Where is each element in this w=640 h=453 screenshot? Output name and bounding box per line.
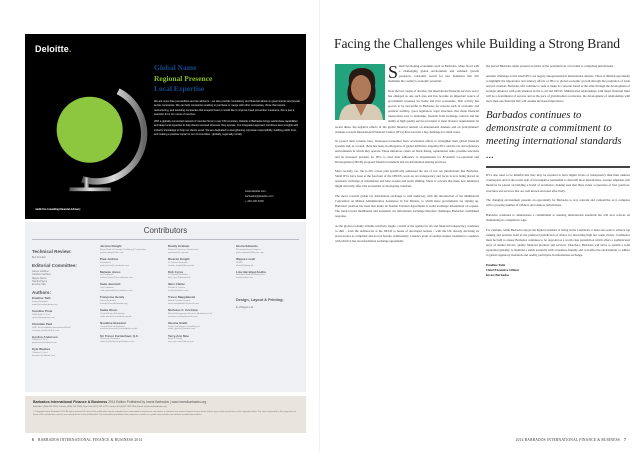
contributor-email[interactable]: sadia.olson@centralbank.org.bb xyxy=(100,315,132,318)
contributor-entry xyxy=(32,323,94,333)
contributors-title: Contributors xyxy=(143,226,188,235)
contributor-organization: Scotiabank xyxy=(100,261,111,264)
contributor-organization: Smith Compliance Consulting Inc. xyxy=(168,325,201,328)
contributor-entry xyxy=(168,283,230,293)
folio-left xyxy=(32,438,142,442)
contributor-name: Novaline Brewster xyxy=(100,320,127,325)
contributor-entry xyxy=(100,309,162,319)
contributor-entry xyxy=(32,336,94,346)
contributor-name: Jerome Dwight xyxy=(100,244,122,248)
masthead-edition: 2014 Edition Published by Invest Barbados | www.investbarbados.org xyxy=(108,400,207,404)
author-name: Emeline Taitt xyxy=(486,262,505,267)
contributor-email[interactable]: novaline.brewster@centralbank.org.bb xyxy=(100,328,138,331)
globe-base xyxy=(70,188,111,192)
contributor-organization: Deloitte & Touche xyxy=(168,287,186,290)
contributor-name: Glenna Smith xyxy=(168,320,188,325)
portrait-image xyxy=(335,64,385,120)
contributor-email[interactable]: sade.jemmott@lescaribbean.com xyxy=(100,290,133,293)
contributor-email[interactable]: gloria.eduardo@bb.pwc.com xyxy=(236,251,264,254)
contributor-organization: Invest Barbados xyxy=(100,299,116,302)
contributor-email[interactable]: trevor.mapplebeck@marsh.com xyxy=(168,302,199,305)
globe-sphere xyxy=(57,97,123,163)
contributors-box xyxy=(25,222,306,392)
contributor-entry xyxy=(32,348,94,358)
contributor-email[interactable]: lisa@hsslaw.com xyxy=(236,277,253,280)
contributor-entry xyxy=(100,245,162,255)
globe-icon xyxy=(42,78,152,198)
contributor-email[interactable]: jerome.dwight@rbc.com xyxy=(100,251,124,254)
contributor-name: Kyle Weekes xyxy=(32,347,51,352)
contributor-email[interactable]: iclarke@deloitte.com xyxy=(168,290,189,293)
contributor-organization: Citibank & Trust xyxy=(32,339,48,342)
article-paragraph: As the global economy remains relatively fragile, control of the agenda for tax and financial transparency continues to shift - from the technocrats at the OECD to heads of developed nations - with the UK already declaring its protectorates as compliant and not tax havens. Additionally, Canada's grant of exempt surplus treatment to countries with which it has tax information exchange agreements xyxy=(335,224,479,244)
contributor-name: Sir Trevor Carmichael, Q.C. xyxy=(100,333,139,338)
ad-tagline xyxy=(154,63,212,95)
ad-website[interactable]: www.deloitte.com xyxy=(245,190,266,193)
committee-member: Wayne Alston xyxy=(32,276,47,280)
masthead-copyright: © Copyright Invest Barbados 2014. All rights reserved. No part of this publication may be reproduced or transmitted in any form or any means, or stored in any retrieval system of any nature without prior written permission of the copyright holder. The views expressed in this magazine are those of the contributors, and not necessarily those of Invest Barbados. The information provided in this magazine is meant as a guide only and does not amount to professional advice. xyxy=(33,410,297,416)
contributor-entry xyxy=(100,322,162,332)
contributor-email[interactable]: kweekes@citibank.com xyxy=(32,355,55,358)
contributor-organization: Ernst & Young xyxy=(168,338,182,341)
contributor-entry xyxy=(236,271,299,281)
deloitte-logo xyxy=(35,44,71,54)
contributor-entry xyxy=(168,322,230,332)
contributor-name: Caroline Prow xyxy=(32,309,53,314)
contributor-email[interactable]: wlovell@kpmg.bb xyxy=(236,264,254,267)
contributor-name: Wayne Lovell xyxy=(236,256,256,261)
ad-contact xyxy=(245,189,273,204)
contributor-organization: LesCaribbean xyxy=(100,287,114,290)
masthead-offices: Barbados (246) 626-2000, Toronto (416) 214-9919, New York (212) 551-4375, London 44 (0)207 299 7300, Email: ib@investbarbados.org xyxy=(33,406,167,409)
author-list xyxy=(168,245,230,344)
contributors-column-1 xyxy=(32,245,94,361)
design-company: E-Villages Ltd. xyxy=(236,304,254,309)
ad-services: Audit.Tax.Consulting.Financial Advisory. xyxy=(35,208,81,211)
ad-paragraph: With a globally-connected network of member firms in over 150 countries, Deloitte in Barbados brings world-class capabilities and deep local expertise to help clients succeed wherever they operate. Our integrated approach combines keen insights with industry knowledge to help our clients excel. We are dedicated to strengthening corporate responsibility, building public trust, and making a positive impact in our communities - globally, regionally, locally. xyxy=(154,120,299,137)
author-list xyxy=(236,245,299,280)
article-paragraph: Another challenge is that small IFCs are largely unrepresented in international debates. There is limited opportunity to highlight the importance and salutary effects of IFCs to global economic growth through the promotion of trade and job creation. Barbados will continue to seek to make its concerns heard at the table through the development of stronger alliances with policymakers in the G-20 and OECD. Multifaceted relationships with major financial hubs will be a determinant of success and as the pace of globalisation accelerates, the development of relationships with more than one financial hub will assume increased importance. xyxy=(486,73,630,104)
drop-cap: S xyxy=(388,62,399,82)
article-paragraph: More recently too, the G-20's action plan specifically addressed the use of low tax jurisdictions like Barbados. Small IFCs have been at the forefront of the OECD's work on tax transparency and focus is now being placed on automatic exchange of information and base erosion and profit shifting. There is concern that these new initiatives might adversely affect the economies of developing countries. xyxy=(335,169,479,189)
contributor-organization: Marsh Canada Limited xyxy=(168,299,191,302)
contributor-name: Françoise Hendy xyxy=(100,295,125,300)
contributor-organization: Central Bank of Barbados xyxy=(100,325,126,328)
contributor-email[interactable]: nicholas.crichlow@marsh.com xyxy=(168,315,198,318)
contributor-entry xyxy=(100,335,162,345)
contributor-name: Melanie Jones xyxy=(100,269,121,274)
article-paragraph: Over the last couple of decades, the international financial services sector xyxy=(388,88,479,93)
contributor-organization: Central Bank of Barbados xyxy=(100,312,126,315)
article-title: Facing the Challenges while Building a Strong Brand xyxy=(334,36,620,51)
contributor-email[interactable]: chancery@chancerychambers.com xyxy=(100,341,135,344)
contributor-organization: Marsh Management Services (Barbados) Ltd. xyxy=(168,312,213,315)
page-number: 7 xyxy=(624,438,626,442)
article-paragraph: mall developing economies such as Barbados, when faced with a challenging global environment and subdued growth prospects, constantly search for new industries that will maximise the country's economic potential. xyxy=(388,64,479,84)
author-list xyxy=(100,245,162,344)
contributor-organization: LesCaribbean xyxy=(100,274,114,277)
article-column-left xyxy=(335,64,479,249)
editorial-committee-heading: Editorial Committee: xyxy=(32,263,77,269)
committee-member: James Gardiner xyxy=(32,270,50,274)
committee-member: Emeline Taitt xyxy=(32,283,46,287)
tagline-local: Local Expertise xyxy=(154,84,205,93)
contributor-name: Gordon Anderson xyxy=(32,334,58,339)
article-paragraph: Barbados continues to demonstrate a commitment to meeting international standards but will now refocus on maintaining its competitive edge. xyxy=(486,212,630,222)
author-list xyxy=(32,297,94,358)
folio-text: BARBADOS INTERNATIONAL FINANCE & BUSINESS 2014 xyxy=(38,438,143,442)
design-credit xyxy=(236,298,299,309)
ad-email[interactable]: barbados@deloitte.com xyxy=(245,195,274,198)
contributor-name: Gloria Eduardo xyxy=(236,244,258,248)
committee-member: Caroline Gardiner xyxy=(32,273,51,277)
author-photo xyxy=(335,64,385,120)
contributor-entry xyxy=(168,245,230,255)
contributor-entry xyxy=(100,271,162,281)
contributor-name: Nicholas C. Crichlow xyxy=(168,307,198,312)
tagline-regional: Regional Presence xyxy=(154,73,213,83)
contributor-name: Liza Harridyal-Sodha xyxy=(236,269,266,274)
article-paragraph: has placed Barbados under pressure in terms of the potential loss of revenue to competing jurisdictions. xyxy=(486,64,615,68)
contributor-email[interactable]: ganderson@citibank.com xyxy=(32,342,57,345)
contributor-name: Paul Jenkins xyxy=(100,256,119,261)
contributor-organization: PricewaterhouseCoopers xyxy=(236,248,261,251)
contributor-email[interactable]: christian.paul@cibcfcib.com xyxy=(32,329,60,332)
masthead xyxy=(25,396,306,433)
divider xyxy=(32,239,299,240)
contributor-entry xyxy=(100,258,162,268)
contributor-entry xyxy=(236,258,299,268)
folio-text: 2014 BARBADOS INTERNATIONAL FINANCE & BUSINESS xyxy=(515,438,620,442)
contributors-column-2 xyxy=(100,245,162,347)
page-number: 6 xyxy=(32,438,34,442)
contributor-organization: Harridyal-Sodha & Associates xyxy=(236,274,265,277)
logo-text: Deloitte xyxy=(35,44,69,54)
contributor-name: Sadia Olson xyxy=(100,307,118,312)
contributors-column-4 xyxy=(236,245,299,309)
contributor-name: Randy Graham xyxy=(168,244,190,248)
contributor-entry xyxy=(100,283,162,293)
tagline-global: Global Name xyxy=(154,63,197,72)
logo-dot: . xyxy=(68,44,72,54)
contributor-email[interactable]: paul.jenkins@scotiabank.com xyxy=(100,264,129,267)
authors-heading: Authors: xyxy=(32,290,52,296)
contributor-organization: LJ Towner Barbados xyxy=(168,274,188,277)
reviewer-name: Ben Arrindell xyxy=(32,256,46,259)
ad-body xyxy=(154,100,300,140)
contributor-name: Christian Paul xyxy=(32,321,53,326)
article-paragraph: The changing environment presents an opportunity for Barbados to stay relevant and competitive as it competes with a growing number of offshore and onshore jurisdictions. xyxy=(486,198,630,208)
contributors-column-3 xyxy=(168,245,230,347)
contributor-email[interactable]: cprow@dgmgroup.com xyxy=(32,316,55,319)
contributor-organization: KPMG xyxy=(236,261,243,264)
contributor-entry xyxy=(168,309,230,319)
committee-member: Sandra Payne xyxy=(32,279,48,283)
contributor-name: Trevor Mapplebeck xyxy=(168,295,196,300)
ad-phone: + 246 430 6400 xyxy=(245,200,264,203)
contributor-name: Emeline Taitt xyxy=(32,296,51,301)
contributor-email[interactable]: ricardo_knight@ltowner.bb xyxy=(168,264,194,267)
contributor-name: Kirk Cyrus xyxy=(168,269,184,274)
contributor-organization: CIBC FirstCaribbean International Bank xyxy=(32,326,71,329)
contributor-entry xyxy=(168,271,230,281)
article-paragraph: The move towards global tax information exchange is well underway with the introduction of the Multilateral Convention on Mutual Administrative Assistance in Tax Matters, to which more governments are signing up. Barbados' position has been that under its Double Taxation Agreements it could exchange information on request. The trend toward multilateral and automatic tax information exchange therefore challenges Barbados' established response. xyxy=(335,194,479,219)
contributor-organization: DGM Bank & Trust xyxy=(32,313,51,316)
pull-quote-rule xyxy=(486,166,630,168)
contributor-organization: LJ Towner Barbados xyxy=(168,261,188,264)
author-organization: Invest Barbados xyxy=(486,272,509,277)
contributor-organization: Invest Barbados xyxy=(32,301,48,304)
contributor-email[interactable]: etaitt@investbarbados.org xyxy=(32,303,58,306)
contributor-email[interactable]: smith_glenna@hotmail.com xyxy=(168,328,196,331)
contributor-entry xyxy=(32,310,94,320)
author-title: Chief Executive Officer xyxy=(486,267,520,272)
contributor-name: Terry-Ann Moe xyxy=(168,333,189,338)
contributor-name: Ricardo Knight xyxy=(168,256,190,261)
contributor-email[interactable]: melanie.jones@lescaribbean.com xyxy=(100,277,133,280)
ad-paragraph: We are more than just auditors and tax advisors – we also provide consultancy and financial advice to governments and private sector companies. We can help companies seeking to purchase or merge with other companies, those that require restructuring, and assisting companies that suspect fraud or would like to improve fraud prevention measures, this is just a selection from our menu of services. xyxy=(154,100,301,116)
contributor-organization: Chancery Chambers xyxy=(100,338,121,341)
globe-stem xyxy=(84,177,89,188)
article-column-right xyxy=(486,64,630,278)
contributor-email[interactable]: kirk_cyrus@ltowner.bb xyxy=(168,277,191,280)
article-paragraph: IFCs also need to be mindful that they may be required to have higher levels of transparency than their onshore counterparts and of the recent spin of investigative journalism to discredit most jurisdictions. Greater emphasis will therefore be placed on building a brand of excellence, making sure that there exists a repertoire of best practices, structures and services that are well known and used effectively. xyxy=(486,173,630,193)
contributor-entry xyxy=(100,296,162,306)
contributor-entry xyxy=(32,297,94,307)
contributor-entry xyxy=(236,245,299,255)
pull-quote: Barbados continues to demonstrate a commitment to meeting international standards ... xyxy=(486,109,622,161)
contributor-name: Sade Jemmott xyxy=(100,282,121,287)
article-paragraph: has emerged as one such area and has become an important source of government revenues for home and host economies. This activity has proven to be successful in Barbados for reasons such as economic and political stability, good regulation, legal structures that made financial transactions easy to undertake, freedom from exchange controls and the ability of high quality service providers to meet investor requirements. In recent times, the negative effects of the global financial turmoil on international markets and on policymakers' attitudes towards International Financial Centres (IFCs) have become a big challenge for small states. xyxy=(335,93,479,134)
contributor-entry xyxy=(168,258,230,268)
contributor-organization: Citibank & Trust xyxy=(32,352,48,355)
contributor-organization: Financial Services Commission xyxy=(168,248,199,251)
design-heading: Design, Layout & Printing: xyxy=(236,298,284,303)
contributor-organization: Royal Bank of Canada (Caribbean) Corporation xyxy=(100,248,147,251)
folio-right xyxy=(516,438,626,442)
article-paragraph: For example, while Barbados enjoys the highest standard of living in the Caribbean, it must also seek to achieve top ranking and position itself as the preferred jurisdiction of choice for discerning high net worth clients. Confidence must be built to ensure Barbados continues to be regarded as a world-class jurisdiction which offers a sophisticated array of market drivers, quality financial products and services. Therefore, Barbados will strive to sustain a solid reputation globally, to maintain a stable economy with a business-friendly and cost-effective environment, to adhere to global regulatory standards and readily participate in information exchange. xyxy=(486,227,630,257)
signature-block xyxy=(486,263,630,278)
contributor-email[interactable]: terry-ann.moe@bb.ey.com xyxy=(168,341,194,344)
deloitte-advertisement xyxy=(25,34,306,219)
masthead-title: Barbados International Finance & Business xyxy=(33,400,108,404)
technical-review-heading: Technical Review: xyxy=(32,249,72,254)
contributor-entry xyxy=(168,335,230,345)
contributor-name: Ikins Clarke xyxy=(168,282,185,287)
contributor-email[interactable]: rgraham@fsc.gov.bb xyxy=(168,251,189,254)
contributor-email[interactable]: fhendy@investbarbados.org xyxy=(100,302,128,305)
article-paragraph: To protect their revenue base, developed economies have accelerated efforts to strengthen their global financial systems and, as a result, there has been an emergence of global initiatives targeting IFCs and the tax and regulatory environments in which they operate. These initiatives centre on black listing, reputational risks, possible sanctions and an increased pressure for IFCs to raise their adherence to Organisation for Economic Co-operation and Development (OECD) proposed financial standards and tax information sharing practices. xyxy=(335,139,479,164)
contributor-entry xyxy=(168,296,230,306)
